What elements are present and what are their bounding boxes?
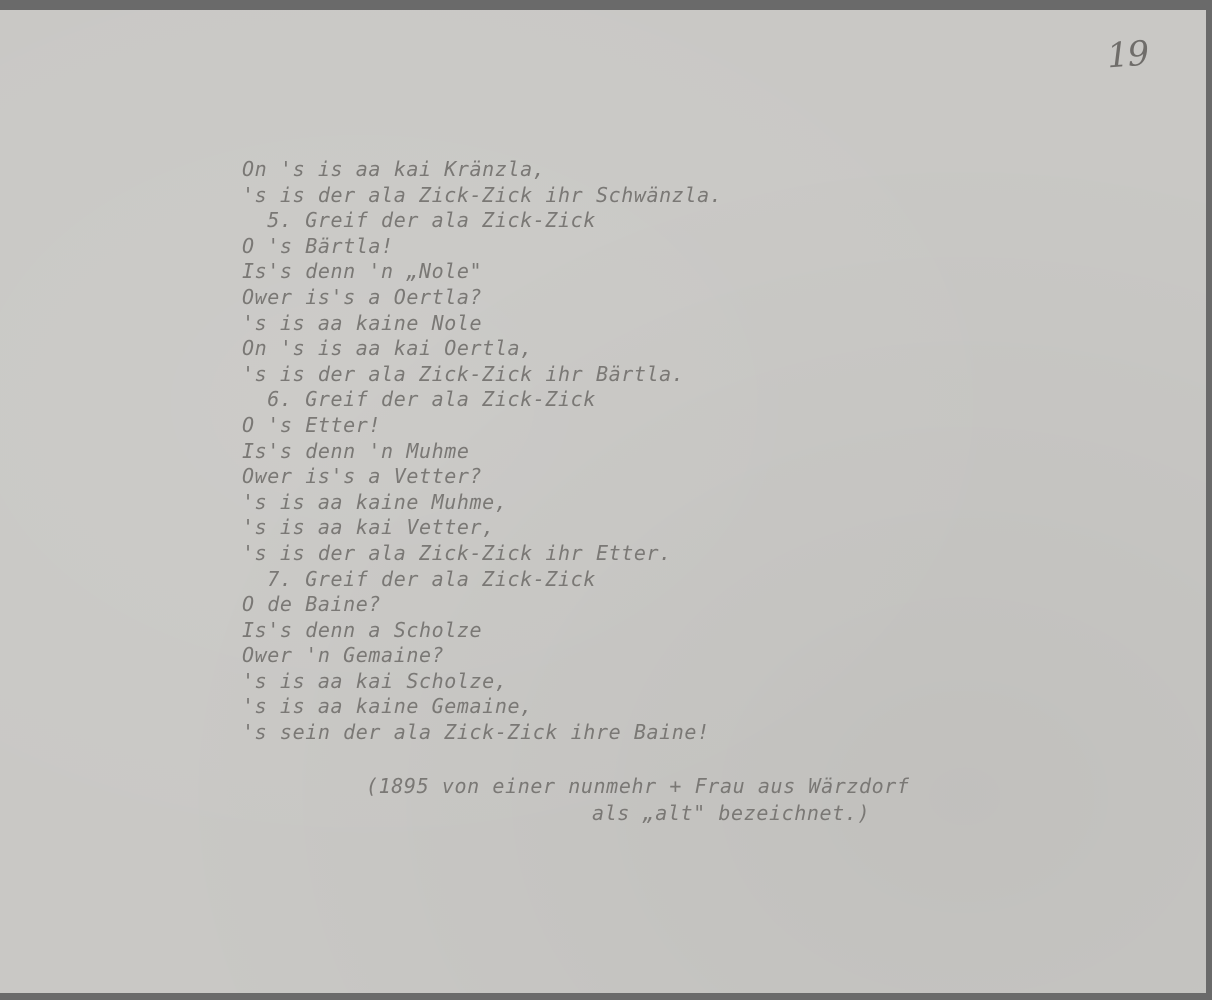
poem-line: 's is aa kaine Gemaine,: [242, 694, 533, 719]
poem-line: On 's is aa kai Oertla,: [242, 336, 533, 361]
poem-line: 6. Greif der ala Zick-Zick: [242, 387, 596, 412]
poem: [242, 157, 722, 746]
poem-line: 's sein der ala Zick-Zick ihre Baine!: [242, 720, 710, 745]
poem-line: 's is der ala Zick-Zick ihr Etter.: [242, 540, 672, 565]
source-note-line-2: als „alt" bezeichnet.): [592, 801, 871, 825]
poem-line: 's is der ala Zick-Zick ihr Schwänzla.: [242, 182, 723, 207]
poem-line: 's is aa kai Scholze,: [242, 668, 508, 693]
poem-line: 5. Greif der ala Zick-Zick: [242, 208, 596, 233]
poem-line: Ower 'n Gemaine?: [242, 643, 445, 668]
poem-line: Is's denn 'n „Nole": [242, 259, 483, 284]
page-number: 19: [1105, 33, 1150, 77]
poem-line: O 's Etter!: [242, 412, 382, 437]
poem-line: Is's denn 'n Muhme: [242, 438, 470, 463]
source-note: [366, 773, 910, 827]
poem-line: 's is aa kaine Muhme,: [242, 489, 508, 514]
poem-line: Is's denn a Scholze: [242, 617, 483, 642]
poem-line: 's is aa kaine Nole: [242, 310, 483, 335]
typewritten-page: [0, 10, 1206, 993]
poem-line: 7. Greif der ala Zick-Zick: [242, 566, 596, 591]
poem-line: O 's Bärtla!: [242, 233, 394, 258]
poem-line: Ower is's a Vetter?: [242, 464, 483, 489]
poem-line: O de Baine?: [242, 592, 382, 617]
poem-line: 's is aa kai Vetter,: [242, 515, 495, 540]
poem-line: Ower is's a Oertla?: [242, 284, 483, 309]
source-note-line-1: (1895 von einer nunmehr + Frau aus Wärzdorf: [366, 774, 910, 798]
poem-line: On 's is aa kai Kränzla,: [242, 157, 546, 181]
poem-line: 's is der ala Zick-Zick ihr Bärtla.: [242, 361, 685, 386]
